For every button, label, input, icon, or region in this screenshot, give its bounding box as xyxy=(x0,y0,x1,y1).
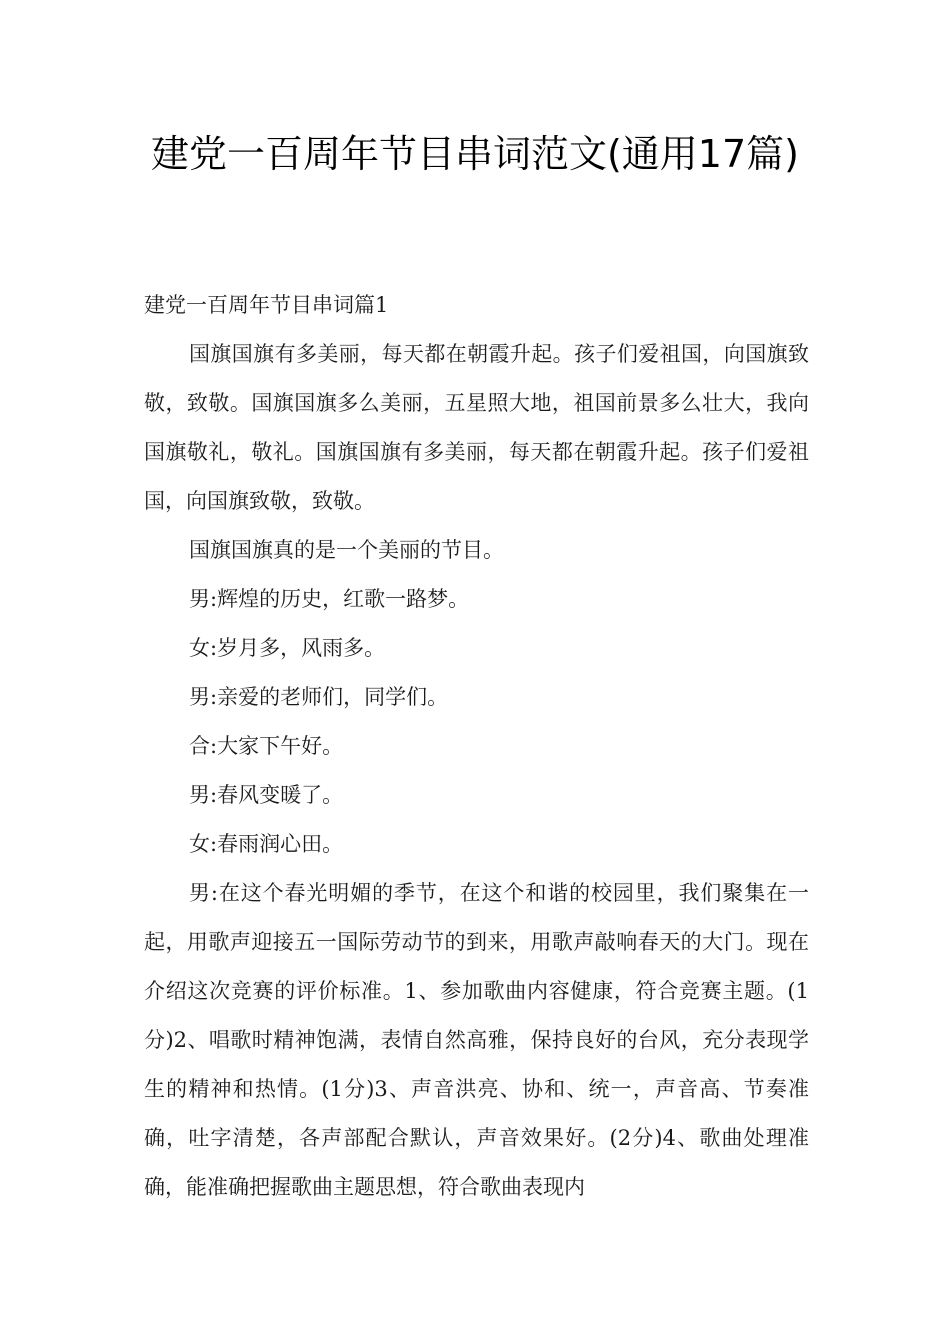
paragraph: 男:辉煌的历史，红歌一路梦。 xyxy=(189,587,470,611)
document-title: 建党一百周年节目串词范文(通用17篇) xyxy=(150,132,799,176)
paragraph: 国旗国旗有多美丽，每天都在朝霞升起。孩子们爱祖国，向国旗致敬，致敬。国旗国旗多么美丽，五星照大地，祖国前景多么壮大，我向国旗敬礼，敬礼。国旗国旗有多美丽，每天都在朝霞升起。孩子们爱祖国，向国旗致敬，致敬。 xyxy=(144,342,809,513)
section-heading: 建党一百周年节目串词篇1 xyxy=(144,293,389,317)
paragraph: 男:在这个春光明媚的季节，在这个和谐的校园里，我们聚集在一起，用歌声迎接五一国际劳动节的到来，用歌声敲响春天的大门。现在介绍这次竞赛的评价标准。1、参加歌曲内容健康，符合竞赛主题。(1分)2、唱歌时精神饱满，表情自然高雅，保持良好的台风，充分表现学生的精神和热情。(1分)3、声音洪亮、协和、统一，声音高、节奏准确，吐字清楚，各声部配合默认，声音效果好。(2分)4、歌曲处理准确，能准确把握歌曲主题思想，符合歌曲表现内 xyxy=(144,881,809,1199)
paragraph: 男:春风变暖了。 xyxy=(189,783,344,807)
paragraph: 国旗国旗真的是一个美丽的节目。 xyxy=(189,538,504,562)
paragraph: 女:春雨润心田。 xyxy=(189,832,344,856)
paragraph: 女:岁月多，风雨多。 xyxy=(189,636,386,660)
paragraph: 合:大家下午好。 xyxy=(189,734,344,758)
document-body xyxy=(144,281,809,1212)
paragraph: 男:亲爱的老师们，同学们。 xyxy=(189,685,449,709)
